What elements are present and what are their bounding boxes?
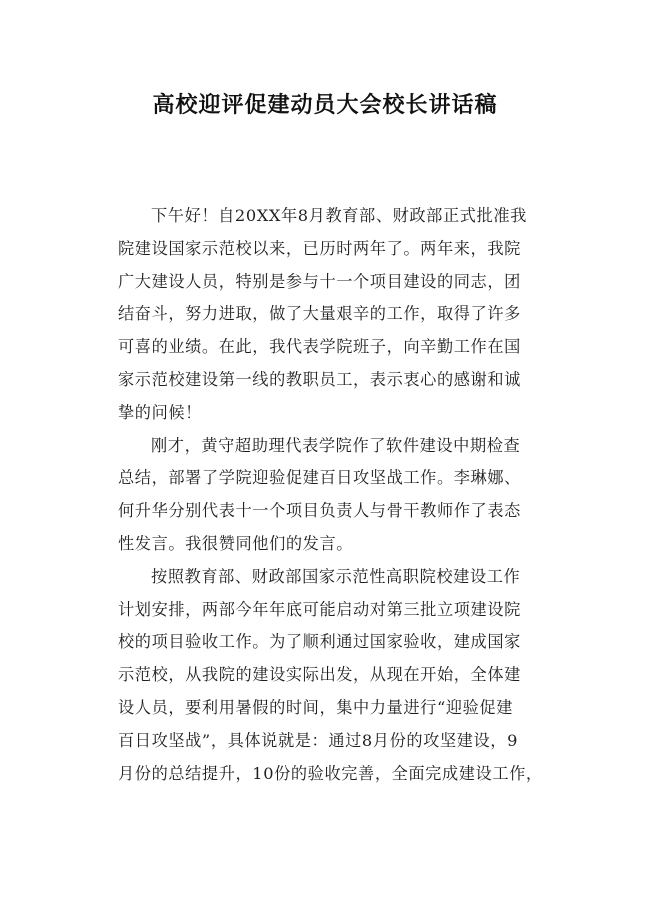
paragraph-line: 何升华分别代表十一个项目负责人与骨干教师作了表态 xyxy=(118,501,521,521)
paragraph-line: 下午好！自20XX年8月教育部、财政部正式批准我 xyxy=(151,206,527,225)
paragraph-line: 设人员，要利用暑假的时间，集中力量进行“迎验促建 xyxy=(118,697,513,717)
paragraph-line: 挚的问候！ xyxy=(118,402,202,422)
paragraph-line: 院建设国家示范校以来，已历时两年了。两年来，我院 xyxy=(118,238,521,258)
document-title: 高校迎评促建动员大会校长讲话稿 xyxy=(152,92,498,118)
paragraph-line: 结奋斗，努力进取，做了大量艰辛的工作，取得了许多 xyxy=(118,304,521,324)
paragraph-line: 广大建设人员，特别是参与十一个项目建设的同志，团 xyxy=(118,271,521,291)
paragraph-line: 示范校，从我院的建设实际出发，从现在开始，全体建 xyxy=(118,665,521,685)
paragraph-1 xyxy=(118,200,552,430)
paragraph-line: 家示范校建设第一线的教职员工，表示衷心的感谢和诚 xyxy=(118,369,521,389)
document-body xyxy=(118,200,552,790)
paragraph-line: 刚才，黄守超助理代表学院作了软件建设中期检查 xyxy=(151,435,521,455)
paragraph-line: 按照教育部、财政部国家示范性高职院校建设工作 xyxy=(151,566,521,586)
paragraph-3 xyxy=(118,561,552,791)
paragraph-line: 校的项目验收工作。为了顺利通过国家验收，建成国家 xyxy=(118,632,521,652)
paragraph-line: 性发言。我很赞同他们的发言。 xyxy=(118,533,354,553)
paragraph-line: 月份的总结提升，10份的验收完善，全面完成建设工作， xyxy=(118,763,543,783)
paragraph-line: 总结，部署了学院迎验促建百日攻坚战工作。李琳娜、 xyxy=(118,468,521,488)
paragraph-2 xyxy=(118,430,552,561)
paragraph-line: 百日攻坚战”，具体说就是：通过8月份的攻坚建设，9 xyxy=(118,730,518,750)
paragraph-line: 计划安排，两部今年年底可能启动对第三批立项建设院 xyxy=(118,599,521,619)
paragraph-line: 可喜的业绩。在此，我代表学院班子，向辛勤工作在国 xyxy=(118,337,521,357)
